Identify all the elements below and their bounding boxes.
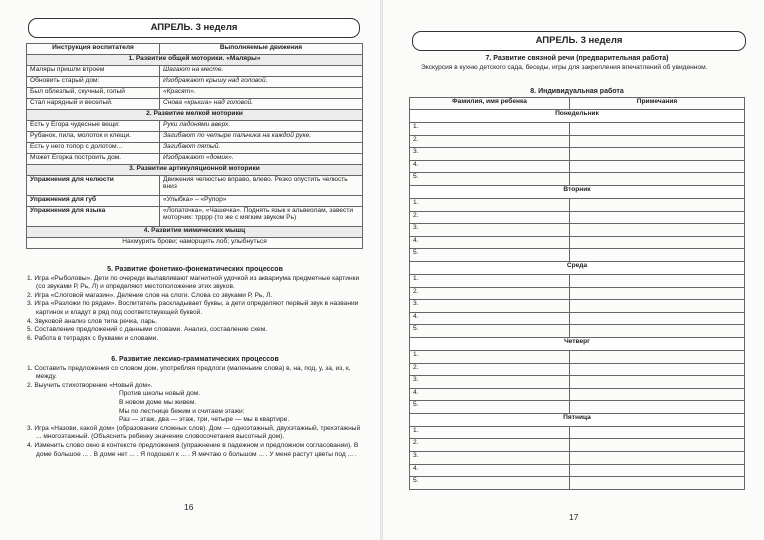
instruction-cell: Обновить старый дом: [27, 77, 160, 88]
child-name-cell: 5. [410, 249, 570, 262]
table-header-child-name: Фамилия, имя ребенка [410, 98, 570, 110]
child-name-cell: 5. [410, 477, 570, 490]
table-row [410, 388, 745, 401]
notes-cell [570, 388, 745, 401]
table-row [410, 173, 745, 186]
child-name-cell: 4. [410, 312, 570, 325]
movement-cell: Снова «крыша» над головой. [160, 99, 363, 110]
instruction-cell: Есть у Егора чудесные вещи: [27, 121, 160, 132]
table-row [410, 401, 745, 414]
list-item: 1. Игра «Рыболовы». Дети по очереди вылавливают магнитной удочкой из аквариума предметные картинки (со звуками Р, Рь, Л) и определяют местоположение этих звуков. [27, 274, 360, 291]
notes-cell [570, 439, 745, 452]
section-title: 8. Индивидуальная работа [530, 88, 624, 95]
table-row [410, 287, 745, 300]
exercise-description-cell: «Лопаточка», «Чашечка». Поднять язык к альвеолам, завести моторчик: трррр (то же с мягким звуком Рь) [160, 207, 363, 227]
instruction-cell: Может Егорка построить дом. [27, 154, 160, 165]
table-row [410, 312, 745, 325]
child-name-cell: 2. [410, 287, 570, 300]
movement-cell: Загибают по четыре пальчика на каждой руке. [160, 132, 363, 143]
exercise-name-cell: Упражнения для языка [27, 207, 160, 227]
notes-cell [570, 173, 745, 186]
child-name-cell: 3. [410, 148, 570, 161]
table-row [410, 439, 745, 452]
section-text: Экскурсия в кухню детского сада, беседы, игры для закрепления впечатлений об увиденном. [421, 63, 708, 71]
notes-cell [570, 401, 745, 414]
child-name-cell: 1. [410, 350, 570, 363]
notes-cell [570, 300, 745, 313]
movement-cell: Шагают на месте. [160, 66, 363, 77]
notes-cell [570, 287, 745, 300]
table-row [410, 426, 745, 439]
table-row [410, 148, 745, 161]
notes-cell [570, 224, 745, 237]
section-title: 5. Развитие фонетико-фонематических процессов [107, 266, 283, 273]
table-row [410, 350, 745, 363]
individual-work-table [409, 97, 745, 490]
notes-cell [570, 464, 745, 477]
day-header: Пятница [410, 413, 745, 426]
instruction-cell: Был облезлый, скучный, голый [27, 88, 160, 99]
table-row [410, 249, 745, 262]
list-item: 1. Составить предложения со словом дом, употребляя предлоги (маленькие слова) в, на, под, у, за, из, к, между. [27, 364, 351, 381]
notes-cell [570, 249, 745, 262]
child-name-cell: 4. [410, 464, 570, 477]
child-name-cell: 2. [410, 135, 570, 148]
notes-cell [570, 477, 745, 490]
table-row [410, 224, 745, 237]
exercise-description-cell: Движения челюстью вправо, влево. Резко опустить челюсть вниз [160, 176, 363, 196]
notes-cell [570, 376, 745, 389]
exercise-description-cell: «Улыбка» – «Рупор» [160, 196, 363, 207]
poem-line: Против школы новый дом. [119, 390, 201, 398]
table-row [410, 325, 745, 338]
poem [27, 390, 363, 424]
table-row [410, 274, 745, 287]
notes-cell [570, 426, 745, 439]
section-title: 3. Развитие артикуляционной моторики [27, 165, 363, 176]
movement-cell: Изображают «домик». [160, 154, 363, 165]
motor-skills-table [26, 43, 363, 249]
poem-line: В новом доме мы живем. [119, 398, 197, 406]
instruction-cell: Стал нарядный и веселый. [27, 99, 160, 110]
phonetic-section [27, 266, 363, 343]
child-name-cell: 1. [410, 274, 570, 287]
table-row [410, 452, 745, 465]
child-name-cell: 5. [410, 173, 570, 186]
movement-cell: «Красят». [160, 88, 363, 99]
page-header: АПРЕЛЬ. 3 неделя [28, 18, 360, 38]
list-item: 4. Изменить слово окно в контексте предложения (упражнение в падежном и предложном согласовании). В доме большое ... . В доме нет ... . Я подошел к ... . Я мечтаю о большом ... . У меня растут цветы под ... . [27, 441, 359, 458]
list-item: 2. Игра «Слоговой магазин». Деление слов на слоги. Слова со звуками Р, Рь, Л. [27, 291, 273, 299]
movement-cell: Изображают крышу над головой. [160, 77, 363, 88]
child-name-cell: 1. [410, 198, 570, 211]
table-row [410, 300, 745, 313]
child-name-cell: 5. [410, 401, 570, 414]
child-name-cell: 4. [410, 388, 570, 401]
table-header-notes: Примечания [570, 98, 745, 110]
table-row [410, 376, 745, 389]
page-number: 17 [569, 512, 579, 522]
notes-cell [570, 274, 745, 287]
section-title: 7. Развитие связной речи (предварительная работа) [485, 55, 669, 62]
day-header: Понедельник [410, 110, 745, 123]
speech-section [409, 55, 745, 72]
notes-cell [570, 198, 745, 211]
notes-cell [570, 236, 745, 249]
poem-line: Мы по лестнице бежим и считаем этажи: [119, 407, 245, 415]
list-item: 6. Работа в тетрадях с буквами и словами. [27, 334, 159, 342]
table-row [410, 160, 745, 173]
section-title: 2. Развитие мелкой моторики [27, 110, 363, 121]
notes-cell [570, 312, 745, 325]
notes-cell [570, 211, 745, 224]
instruction-cell: Маляры пришли втроем [27, 66, 160, 77]
day-header: Вторник [410, 185, 745, 198]
section-title: 4. Развитие мимических мышц [27, 227, 363, 238]
table-row [410, 211, 745, 224]
page-header: АПРЕЛЬ. 3 неделя [412, 31, 746, 51]
child-name-cell: 1. [410, 123, 570, 136]
notes-cell [570, 363, 745, 376]
page-number: 16 [184, 502, 194, 512]
child-name-cell: 4. [410, 160, 570, 173]
day-header: Среда [410, 261, 745, 274]
child-name-cell: 2. [410, 439, 570, 452]
child-name-cell: 3. [410, 300, 570, 313]
instruction-cell: Есть у него топор с долотом... [27, 143, 160, 154]
notes-cell [570, 452, 745, 465]
mimic-exercise-cell: Нахмурить брови; наморщить лоб; улыбнуться [27, 238, 363, 249]
section-title: 6. Развитие лексико-грамматических процессов [111, 356, 279, 363]
list-item: 3. Игра «Назови, какой дом» (образование сложных слов). Дом — одноэтажный, двухэтажный, трехэтажный ... многоэтажный. (Объяснить ребенку значение словосочетания высотный дом). [27, 424, 361, 441]
individual-work-title-wrap [409, 88, 745, 97]
child-name-cell: 3. [410, 224, 570, 237]
table-row [410, 464, 745, 477]
instruction-cell: Рубанок, пила, молоток и клещи. [27, 132, 160, 143]
list-item: 5. Составление предложений с данными словами. Анализ, составление схем. [27, 326, 268, 334]
child-name-cell: 4. [410, 236, 570, 249]
table-row [410, 123, 745, 136]
child-name-cell: 2. [410, 363, 570, 376]
table-header-instruction: Инструкция воспитателя [27, 44, 160, 55]
list-item: 2. Выучить стихотворение «Новый дом». [27, 381, 153, 389]
table-row [410, 135, 745, 148]
table-row [410, 198, 745, 211]
exercise-name-cell: Упражнения для челюсти [27, 176, 160, 196]
table-row [410, 236, 745, 249]
movement-cell: Руки ладонями вверх. [160, 121, 363, 132]
table-header-movements: Выполняемые движения [160, 44, 363, 55]
child-name-cell: 2. [410, 211, 570, 224]
table-row [410, 363, 745, 376]
list-item: 4. Звуковой анализ слов типа речка, ларь. [27, 317, 157, 325]
notes-cell [570, 325, 745, 338]
section-title: 1. Развитие общей моторики. «Маляры» [27, 55, 363, 66]
notes-cell [570, 135, 745, 148]
notes-cell [570, 123, 745, 136]
child-name-cell: 1. [410, 426, 570, 439]
lexical-section [27, 356, 363, 459]
left-page [0, 0, 381, 540]
table-row [410, 477, 745, 490]
movement-cell: Загибают пятый. [160, 143, 363, 154]
child-name-cell: 5. [410, 325, 570, 338]
child-name-cell: 3. [410, 376, 570, 389]
exercise-name-cell: Упражнения для губ [27, 196, 160, 207]
notes-cell [570, 148, 745, 161]
notes-cell [570, 350, 745, 363]
day-header: Четверг [410, 337, 745, 350]
notes-cell [570, 160, 745, 173]
child-name-cell: 3. [410, 452, 570, 465]
poem-line: Раз — этаж, два — этаж, три, четыре — мы в квартире. [119, 416, 290, 424]
right-page [382, 0, 764, 540]
list-item: 3. Игра «Разложи по рядам». Воспитатель раскладывает буквы, а дети определяют первый звук в названии картинок и кладут в ряд под соответствующей буквой. [27, 300, 359, 316]
